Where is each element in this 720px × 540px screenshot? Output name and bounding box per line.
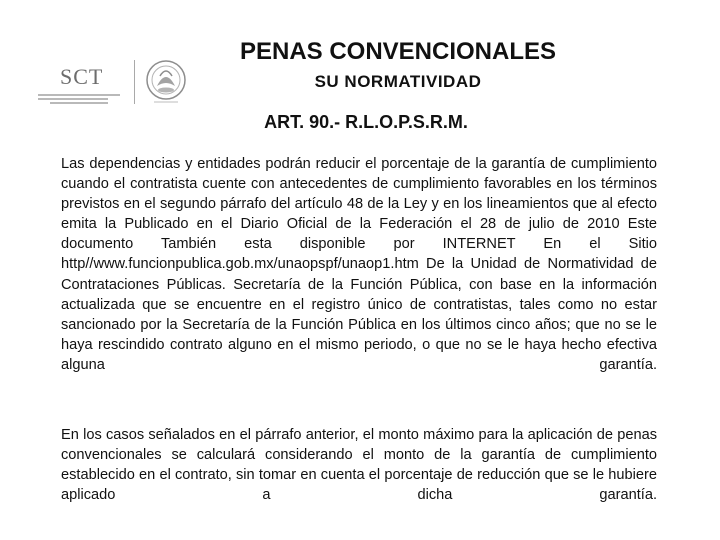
sct-logo-text: SCT [60,64,104,89]
page-title: PENAS CONVENCIONALES [239,38,557,65]
sct-logo-lines [38,94,128,104]
page-subtitle: SU NORMATIVIDAD [314,72,482,91]
article-heading: ART. 90.- R.L.O.P.S.R.M. [264,112,468,132]
body-paragraph-2: En los casos señalados en el párrafo anterior, el monto máximo para la aplicación de penas convencionales se calculará considerando el monto de la garantía de cumplimiento establecido en el contrato, sin tomar en cuenta el porcentaje de reducción que se le hubiere aplicado a dicha garantía. [61,427,657,504]
body-paragraph-1: Las dependencias y entidades podrán reducir el porcentaje de la garantía de cumplimiento cuando el contratista cuente con antecedentes de cumplimiento favorables en los términos previstos en el segundo párrafo del artículo 48 de la Ley y en los lineamientos que al efecto emita la Publicado en el Diario Oficial de la Federación el 28 de julio de 2010 Este documento También esta disponible por INTERNET En el Sitio http//www.funcionpublica.gob.mx/unaopspf/unaop1.htm De la Unidad de Normatividad de Contrataciones Públicas. Secretaría de la Función Pública, con base en la información actualizada que se encuentre en el registro único de contratistas, tales como no estar sancionado por la Secretaría de la Función Pública en los últimos cinco años; que no se le haya rescindido contrato alguno en el mismo periodo, o que no se le haya hecho efectiva alguna garantía. [61,156,657,373]
